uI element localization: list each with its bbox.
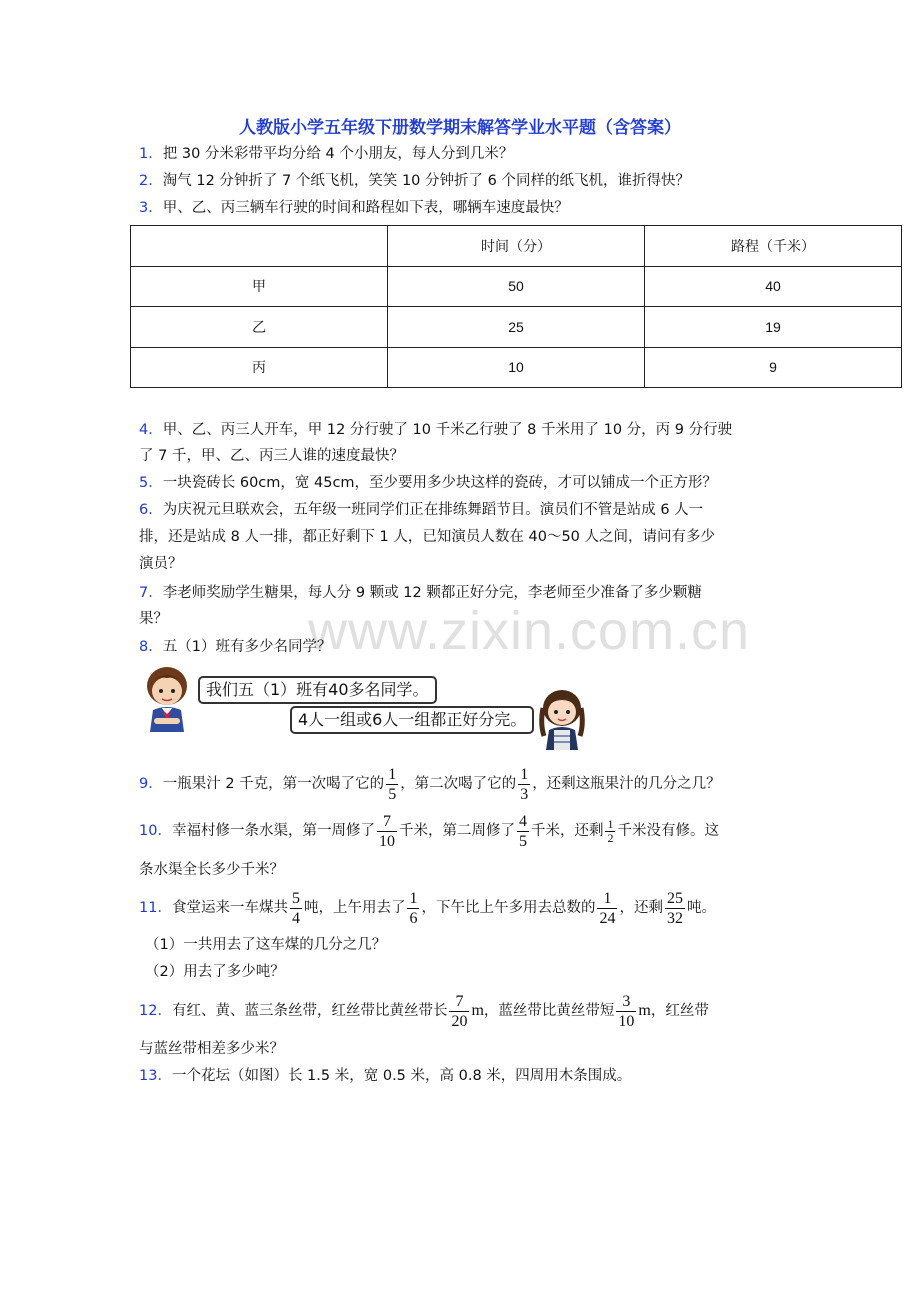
numerator: 1 [388,765,397,783]
question-7 [139,583,702,603]
numerator: 3 [616,992,636,1012]
fraction [616,992,636,1031]
question-text: 幸福村修一条水渠，第一周修了 [171,823,375,839]
table-cell: 40 [645,266,902,307]
numerator: 7 [377,812,397,832]
question-8 [139,637,331,657]
table-row [131,347,902,388]
numerator: 1 [520,765,529,783]
table-cell: 10 [388,347,645,388]
question-text: ，还剩这瓶果汁的几分之几？ [532,776,721,792]
denominator: 3 [520,785,529,803]
question-3 [139,198,569,218]
numerator: 25 [666,889,683,907]
question-text: 一个花坛（如图）长 1.5 米，宽 0.5 米，高 0.8 米，四周用木条围成。 [171,1068,632,1084]
girl-illustration [534,688,590,750]
question-text: 有红、黄、蓝三条丝带，红丝带比黄丝带长 [171,1003,448,1019]
watermark: www.zixin.com.cn [308,601,751,661]
table-cell: 丙 [131,347,388,388]
fraction [407,889,419,928]
numerator: 5 [291,889,300,907]
question-number: 5． [139,475,163,491]
fraction [517,812,529,851]
question-number: 12． [139,1003,172,1019]
denominator: 10 [618,1012,635,1030]
table-cell: 19 [645,307,902,348]
boy-illustration [140,664,194,734]
question-text: 一瓶果汁 2 千克，第一次喝了它的 [162,776,385,792]
numerator: 1 [597,889,617,909]
table-header-cell [131,226,388,267]
fraction [290,889,302,928]
denominator: 32 [666,909,683,927]
question-2 [139,171,690,191]
fraction [605,818,615,845]
question-number: 2． [139,173,163,189]
question-9 [139,764,721,804]
fraction [449,992,469,1031]
question-7-cont: 果？ [139,611,168,627]
question-number: 4． [139,422,163,438]
denominator: 10 [378,832,395,850]
fraction [665,889,685,928]
unit: m [638,1002,651,1019]
table-row [131,266,902,307]
question-number: 8． [139,639,163,655]
question-text: 一块瓷砖长 60cm，宽 45cm，至少要用多少块这样的瓷砖，才可以铺成一个正方形？ [162,475,718,491]
question-text: 吨。 [686,900,716,916]
table-cell: 9 [645,347,902,388]
question-text: 五（1）班有多少名同学？ [162,639,332,655]
numerator: 7 [449,992,469,1012]
question-13 [139,1066,631,1086]
question-text: ，红丝带 [650,1003,709,1019]
question-text: 李老师奖励学生糖果，每人分 9 颗或 12 颗都正好分完，李老师至少准备了多少颗糖 [162,585,702,601]
question-11-sub1: （1）一共用去了这车煤的几分之几？ [145,937,387,953]
speed-table [130,225,902,388]
question-text: 食堂运来一车煤共 [171,900,288,916]
denominator: 2 [607,830,614,845]
question-number: 11． [139,900,172,916]
question-5 [139,473,717,493]
question-text: 千米，还剩 [530,823,604,839]
question-text: 甲、乙、丙三辆车行驶的时间和路程如下表，哪辆车速度最快？ [162,200,569,216]
speech-bubble-girl: 4人一组或6人一组都正好分完。 [290,706,534,734]
question-number: 10． [139,823,172,839]
question-number: 13． [139,1068,172,1084]
fraction [386,765,398,804]
denominator: 6 [409,909,418,927]
question-10-cont: 条水渠全长多少千米？ [139,862,284,878]
question-4 [139,420,732,440]
question-text: 吨，上午用去了 [303,900,406,916]
question-text: ，下午比上午多用去总数的 [421,900,596,916]
table-cell: 乙 [131,307,388,348]
question-12 [139,991,709,1031]
unit: m [471,1002,484,1019]
question-number: 9． [139,776,163,792]
question-text: 淘气 12 分钟折了 7 个纸飞机，笑笑 10 分钟折了 6 个同样的纸飞机，谁折得快？ [162,173,690,189]
question-text: 甲、乙、丙三人开车，甲 12 分行驶了 10 千米乙行驶了 8 千米用了 10 分，丙 9 分行驶 [162,422,733,438]
table-header-cell: 时间（分） [388,226,645,267]
denominator: 5 [518,832,527,850]
table-header-cell: 路程（千米） [645,226,902,267]
numerator: 1 [409,889,418,907]
denominator: 20 [451,1012,468,1030]
denominator: 24 [599,909,616,927]
question-12-cont: 与蓝丝带相差多少米？ [139,1041,284,1057]
question-10 [139,811,719,851]
denominator: 5 [388,785,397,803]
question-number: 3． [139,200,163,216]
numerator: 1 [607,816,614,831]
question-text: 把 30 分米彩带平均分给 4 个小朋友，每人分到几米？ [162,146,514,162]
question-6 [139,500,703,520]
denominator: 4 [291,909,300,927]
question-6-cont: 排，还是站成 8 人一排，都正好剩下 1 人，已知演员人数在 40～50 人之间，请问有多少 [139,529,716,545]
fraction [377,812,397,851]
speech-bubble-boy: 我们五（1）班有40多名同学。 [198,676,437,704]
question-text: 千米没有修。这 [617,823,719,839]
page-title: 人教版小学五年级下册数学期末解答学业水平题（含答案） [239,118,681,138]
numerator: 4 [518,812,527,830]
question-1 [139,144,513,164]
question-6-cont: 演员？ [139,556,183,572]
table-cell: 甲 [131,266,388,307]
question-4-cont: 了 7 千，甲、乙、丙三人谁的速度最快？ [139,448,404,464]
fraction [597,889,617,928]
question-number: 7． [139,585,163,601]
question-text: ，蓝丝带比黄丝带短 [483,1003,615,1019]
question-text: 为庆祝元旦联欢会，五年级一班同学们正在排练舞蹈节目。演员们不管是站成 6 人一 [162,502,704,518]
question-text: ，第二次喝了它的 [400,776,517,792]
question-number: 6． [139,502,163,518]
question-11 [139,888,716,928]
table-header-row [131,226,902,267]
table-cell: 25 [388,307,645,348]
question-number: 1． [139,146,163,162]
table-row [131,307,902,348]
question-text: 千米，第二周修了 [398,823,515,839]
table-cell: 50 [388,266,645,307]
fraction [518,765,530,804]
question-text: ，还剩 [619,900,663,916]
question-11-sub2: （2）用去了多少吨？ [145,964,285,980]
